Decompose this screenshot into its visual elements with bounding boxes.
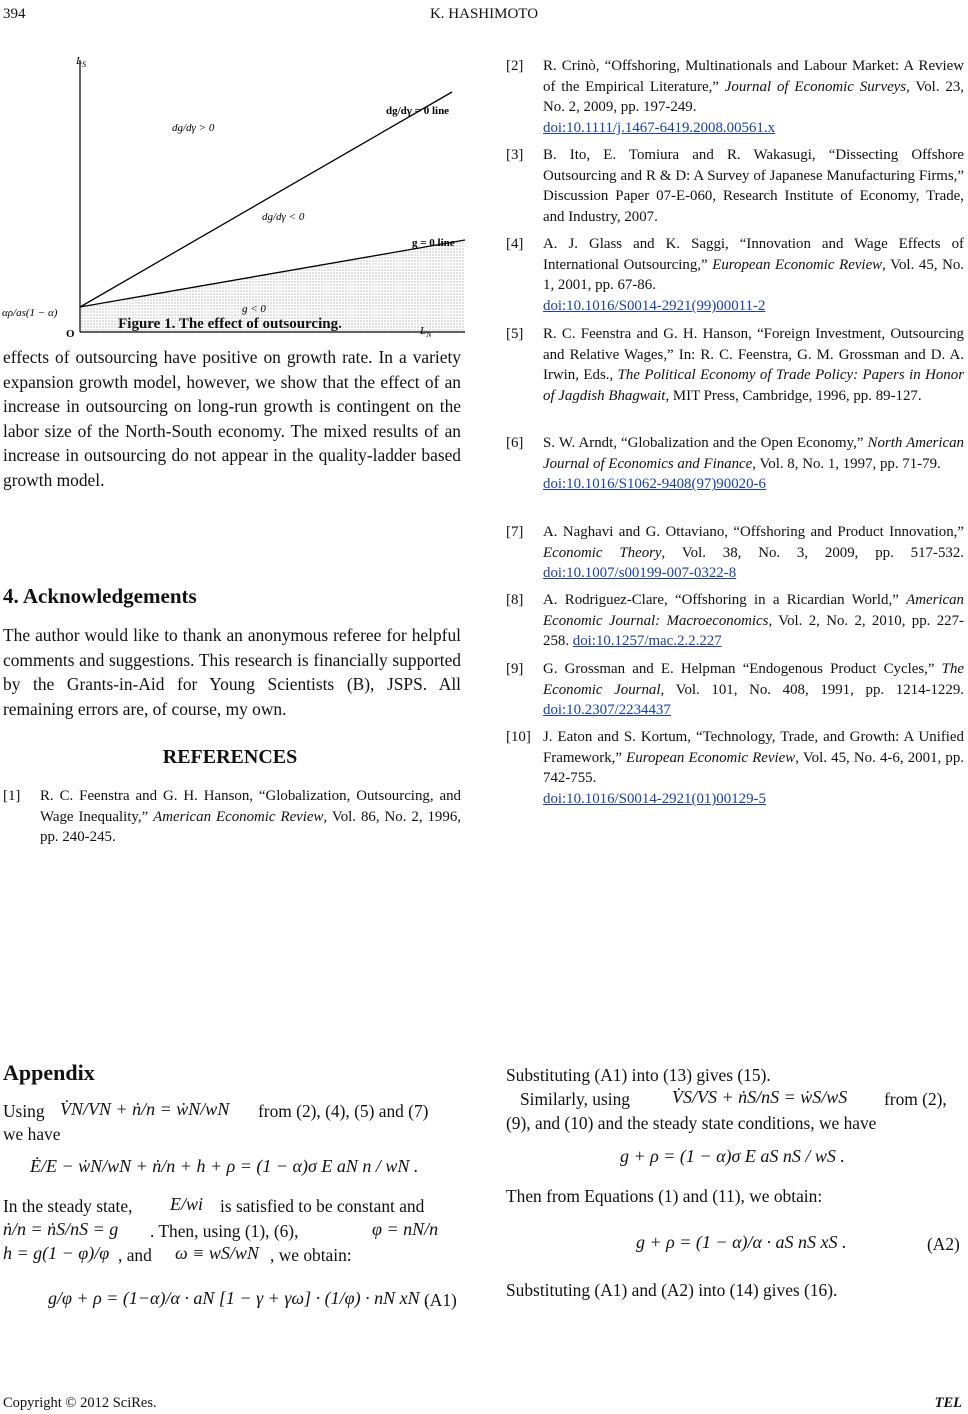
reference-item: [4] A. J. Glass and K. Saggi, “Innovation and Wage Effects of International Outsourcing,” European Economic Review, Vol. 45, No. 1, 2001, pp. 67-86. doi:10.1016/S0014-2921(99)00011-2 (506, 236, 965, 315)
reference-item: [8] A. Rodriguez-Clare, “Offshoring in a Ricardian World,” American Economic Journal: Macroeconomics, Vol. 2, No. 2, 2010, pp. 227-258. doi:10.1257/mac.2.2.227 (506, 592, 964, 650)
equation-inline: ω ≡ wS/wN (175, 1243, 259, 1263)
appendix-paragraph: Substituting (A1) into (13) gives (15). (506, 1065, 771, 1085)
region-above-label: dg/dγ > 0 (172, 122, 215, 134)
page-number: 394 (3, 6, 26, 22)
appendix-paragraph: (9), and (10) and the steady state conditions, we have (506, 1113, 877, 1133)
doi-link[interactable]: doi:10.1257/mac.2.2.227 (572, 633, 722, 650)
steady-state-text: is satisfied to be constant and (220, 1196, 425, 1216)
equation-inline: h = g(1 − φ)/φ (3, 1243, 110, 1263)
figure-1 (0, 50, 470, 340)
doi-link[interactable]: doi:10.1016/S0014-2921(99)00011-2 (543, 298, 766, 315)
appendix-using-tail: from (2), (4), (5) and (7) (258, 1101, 429, 1121)
reference-item: [5] R. C. Feenstra and G. H. Hanson, “Foreign Investment, Outsourcing and Relative Wages,” In: R. C. Feenstra, G. M. Grossman and D. A. Irwin, Eds., The Political Economy of Trade Policy: Papers in Honor of Jagdish Bhagwait, MIT Press, Cambridge, 1996, pp. 89-127. (506, 326, 964, 405)
equation-inline: V̇N/VN + ṅ/n = ẇN/wN (60, 1099, 230, 1119)
reference-item: [3] B. Ito, E. Tomiura and R. Wakasugi, “Dissecting Offshore Outsourcing and R & D: A Survey of Japanese Manufacturing Firms,” Discussion Paper 07-E-060, Research Institute of Economy, Trade, and Industry, 2007. (506, 147, 964, 226)
reference-item: [1] R. C. Feenstra and G. H. Hanson, “Globalization, Outsourcing, and Wage Inequality,” American Economic Review, Vol. 86, No. 2, 1996, pp. 240-245. (3, 788, 461, 846)
steady-state-text: In the steady state, (3, 1196, 133, 1216)
acknowledgements-heading: 4. Acknowledgements (3, 584, 197, 608)
reference-item: [10] J. Eaton and S. Kortum, “Technology, Trade, and Growth: A Unified Framework,” European Economic Review, Vol. 45, No. 4-6, 2001, pp. 742-755. doi:10.1016/S0014-2921(01)00129-5 (506, 729, 965, 808)
steady-state-text: , and (118, 1245, 152, 1265)
references-heading: REFERENCES (162, 746, 298, 768)
doi-link[interactable]: doi:10.1016/S0014-2921(01)00129-5 (543, 791, 766, 808)
equation-a1-label: (A1) (424, 1290, 457, 1310)
appendix-similarly-label: Similarly, using (520, 1089, 630, 1109)
journal-abbreviation: TEL (934, 1395, 962, 1411)
dg-dgamma-line-label: dg/dγ = 0 line (386, 105, 450, 117)
equation-a2: g + ρ = (1 − α)/α · aS nS xS . (636, 1232, 847, 1252)
y-axis-label: $L_S$ (76, 55, 87, 69)
appendix-paragraph: Then from Equations (1) and (11), we obtain: (506, 1186, 823, 1206)
appendix-paragraph: Substituting (A1) and (A2) into (14) gives (16). (506, 1280, 838, 1300)
reference-item: [2] R. Crinò, “Offshoring, Multinationals and Labour Market: A Review of the Empirical Literature,” Journal of Economic Surveys, Vol. 23, No. 2, 2009, pp. 197-249. doi:10.1111/j.1467-6419.2008.00561.x (506, 58, 965, 137)
doi-link[interactable]: doi:10.1007/s00199-007-0322-8 (543, 565, 737, 582)
reference-item: [6] S. W. Arndt, “Globalization and the Open Economy,” North American Journal of Economics and Finance, Vol. 8, No. 1, 1997, pp. 71-79. doi:10.1016/S1062-9408(97)90020-6 (506, 435, 964, 493)
equation-inline: E/wi (170, 1194, 204, 1214)
equation-inline: ṅ/n = ṅS/nS = g (3, 1219, 119, 1239)
equation-display: g + ρ = (1 − α)σ E aS nS / wS . (620, 1146, 845, 1166)
equation-inline: φ = nN/n (372, 1219, 439, 1239)
running-head-author: K. HASHIMOTO (429, 6, 539, 22)
equation-inline: V̇S/VS + ṅS/nS = ẇS/wS (672, 1087, 848, 1107)
figure-caption: Figure 1. The effect of outsourcing. (118, 316, 342, 332)
intercept-label: αρ/as(1 − α) (2, 307, 58, 319)
doi-link[interactable]: doi:10.2307/2234437 (543, 702, 671, 719)
region-below-label: g < 0 (242, 303, 266, 315)
copyright-notice: Copyright © 2012 SciRes. (3, 1395, 157, 1411)
appendix-using-label: Using (3, 1101, 45, 1121)
origin-label: O (66, 328, 75, 340)
x-axis-label: $L_N$ (420, 325, 432, 339)
equation-a1: g/φ + ρ = (1−α)/α · aN [1 − γ + γω] · (1/φ) · nN xN . (48, 1288, 429, 1308)
steady-state-text: . Then, using (1), (6), (150, 1221, 299, 1241)
doi-link[interactable]: doi:10.1016/S1062-9408(97)90020-6 (543, 476, 766, 493)
equation-a2-label: (A2) (927, 1234, 960, 1254)
equation-display: Ė/E − ẇN/wN + ṅ/n + h + ρ = (1 − α)σ E aN n / wN . (30, 1156, 419, 1176)
reference-item: [9] G. Grossman and E. Helpman “Endogenous Product Cycles,” The Economic Journal, Vol. 101, No. 408, 1991, pp. 1214-1229. doi:10.2307/2234437 (506, 661, 964, 719)
doi-link[interactable]: doi:10.1111/j.1467-6419.2008.00561.x (543, 120, 776, 137)
region-middle-label: dg/dγ < 0 (262, 211, 305, 223)
conclusion-paragraph: effects of outsourcing have positive on growth rate. In a variety expansion growth model, however, we show that the effect of an increase in outsourcing on long-run growth is contingent on the labor size of the North-South economy. The mixed results of an increase in outsourcing do not appear in the quality-ladder based growth model. (3, 347, 461, 490)
g-zero-line-label: g = 0 line (412, 237, 455, 249)
reference-item: [7] A. Naghavi and G. Ottaviano, “Offshoring and Product Innovation,” Economic Theory, Vol. 38, No. 3, 2009, pp. 517-532. doi:10.1007/s00199-007-0322-8 (506, 524, 964, 582)
steady-state-text: , we obtain: (270, 1245, 352, 1265)
appendix-heading: Appendix (3, 1060, 95, 1085)
acknowledgements-paragraph: The author would like to thank an anonymous referee for helpful comments and suggestions. This research is financially supported by the Grants-in-Aid for Young Scientists (B), JSPS. All remaining errors are, of course, my own. (3, 625, 461, 719)
appendix-similarly-tail: from (2), (884, 1089, 947, 1109)
appendix-we-have: we have (3, 1124, 61, 1144)
